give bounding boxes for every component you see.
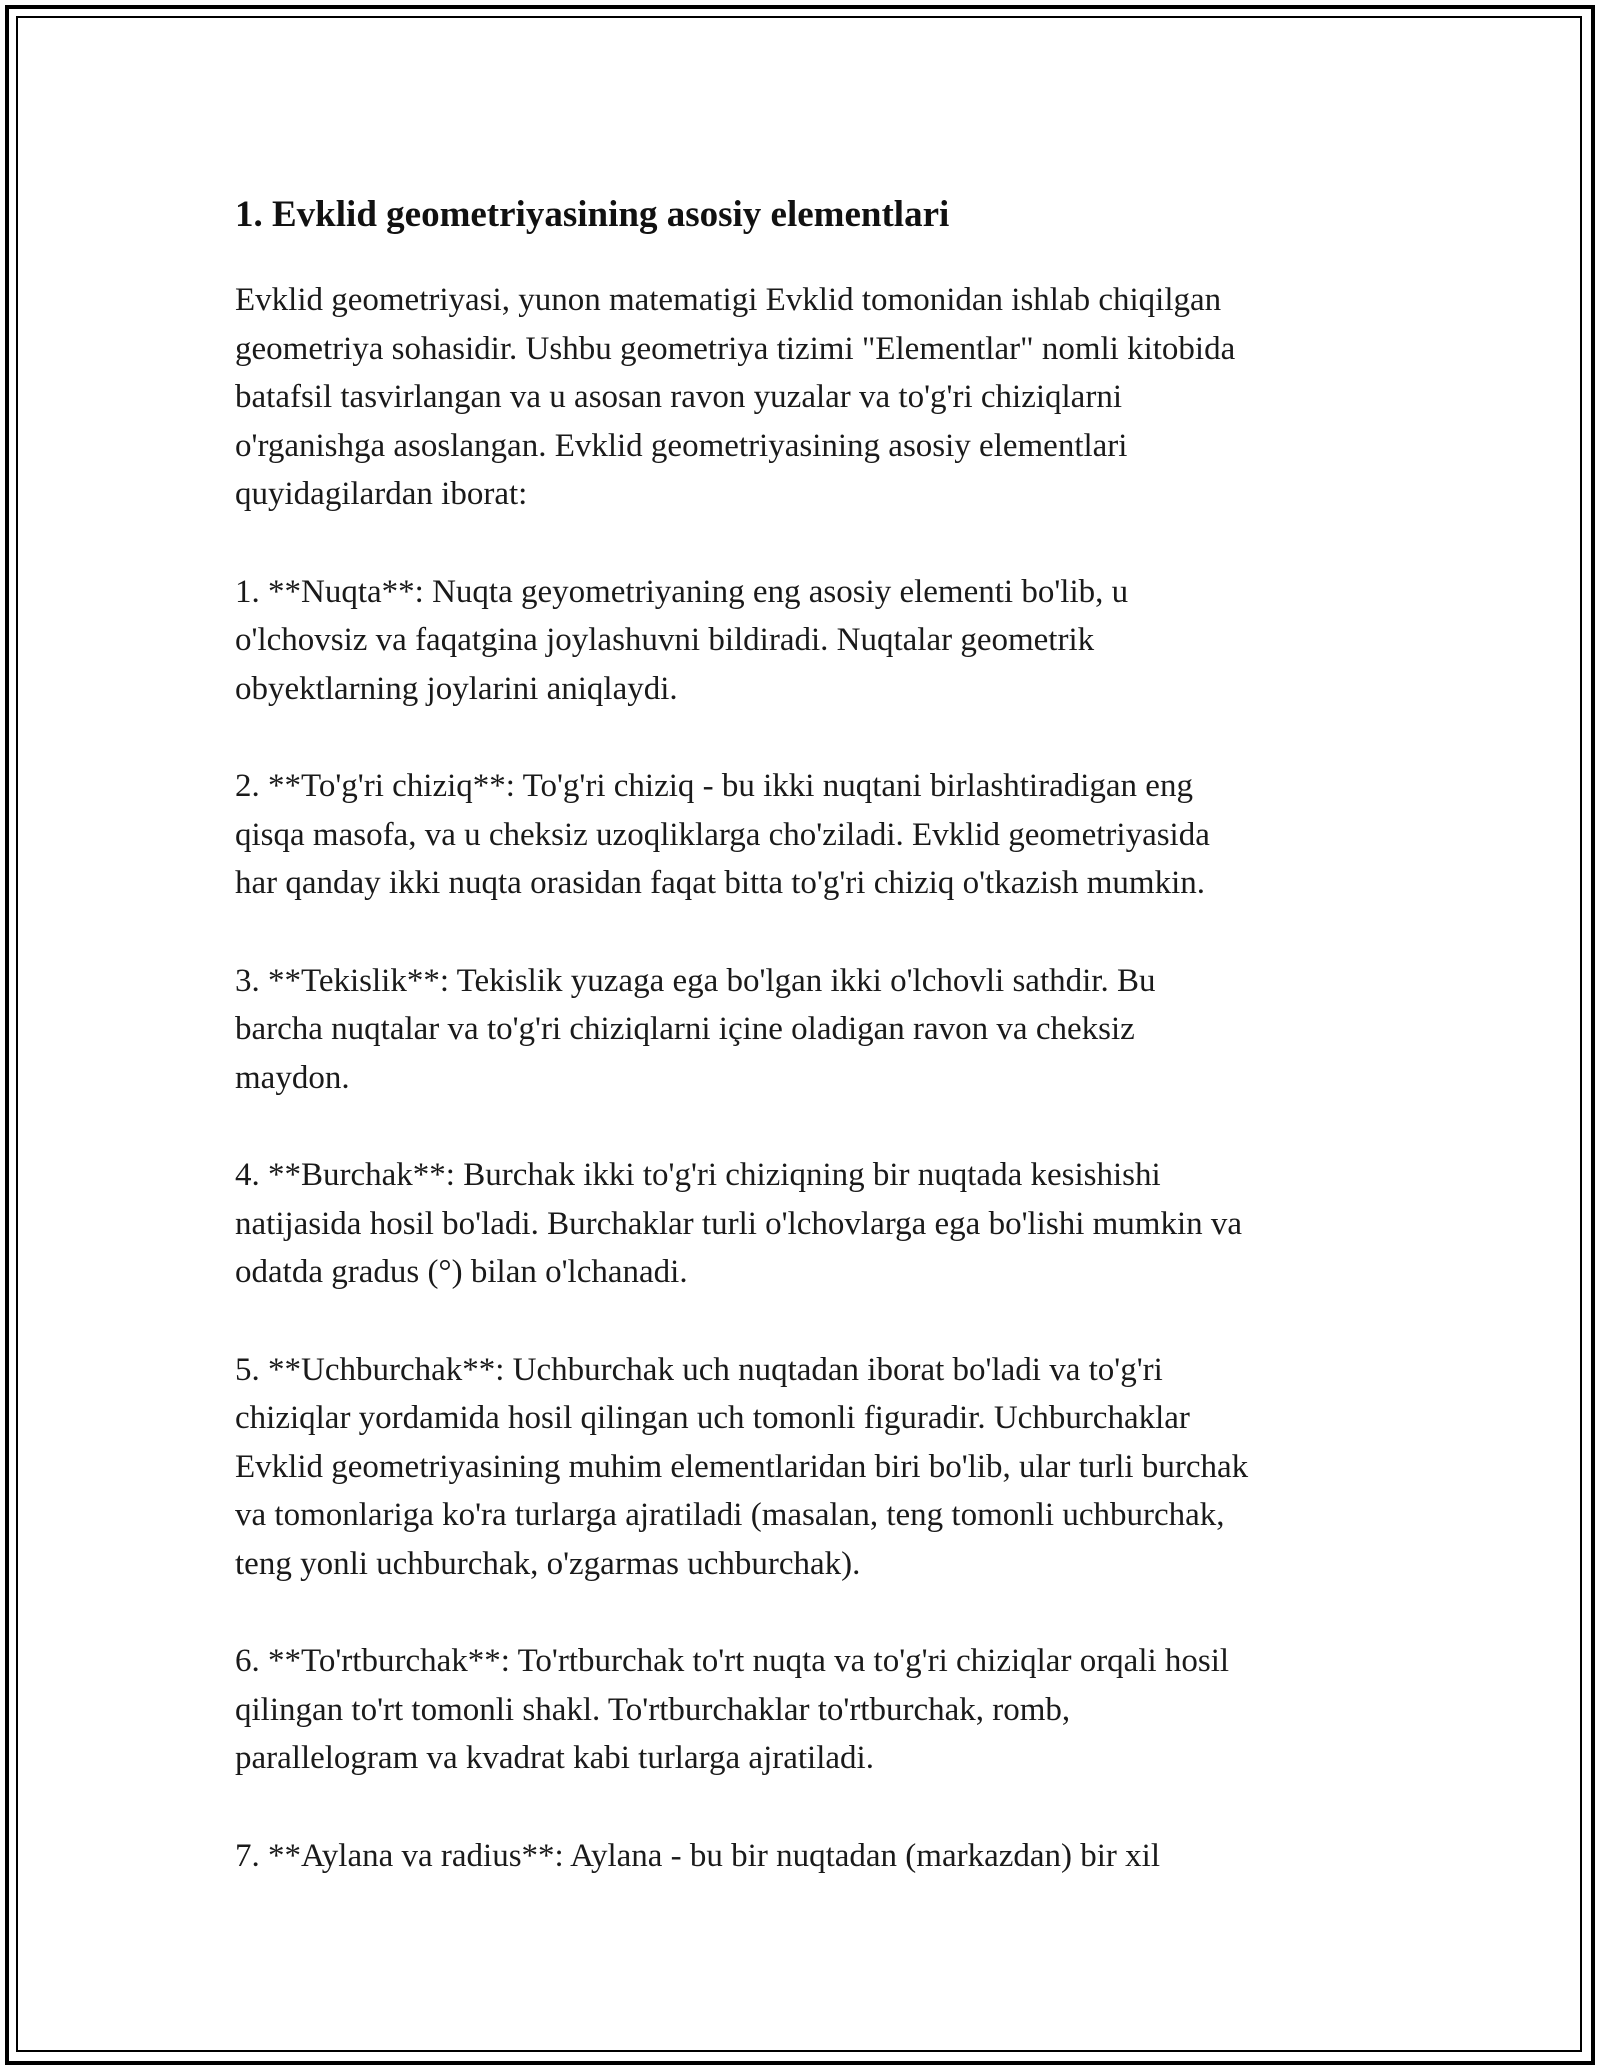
list-item-tekislik: 3. **Tekislik**: Tekislik yuzaga ega bo'lgan ikki o'lchovli sathdir. Bu barcha nuqtalar va to'g'ri chiziqlarni içine oladigan ravon va cheksiz maydon. <box>235 962 1156 1096</box>
document-title: 1. Evklid geometriyasining asosiy elementlari <box>235 194 950 235</box>
list-item-tortburchak: 6. **To'rtburchak**: To'rtburchak to'rt nuqta va to'g'ri chiziqlar orqali hosil qilingan to'rt tomonli shakl. To'rtburchaklar to'rtburchak, romb, parallelogram va kvadrat kabi turlarga ajratiladi. <box>235 1643 1230 1776</box>
list-item-aylana: 7. **Aylana va radius**: Aylana - bu bir nuqtadan (markazdan) bir xil <box>235 1837 1160 1874</box>
list-item-togri-chiziq: 2. **To'g'ri chiziq**: To'g'ri chiziq - bu ikki nuqtani birlashtiradigan eng qisqa masofa, va u cheksiz uzoqliklarga cho'ziladi. Evklid geometriyasida har qanday ikki nuqta orasidan faqat bitta to'g'ri chiziq o'tkazish mumkin. <box>235 768 1210 901</box>
document-body <box>235 180 1385 1929</box>
list-item-nuqta: 1. **Nuqta**: Nuqta geyometriyaning eng asosiy elementi bo'lib, u o'lchovsiz va faqatgina joylashuvni bildiradi. Nuqtalar geometrik obyektlarning joylarini aniqlaydi. <box>235 573 1129 707</box>
intro-paragraph: Evklid geometriyasi, yunon matematigi Evklid tomonidan ishlab chiqilgan geometriya sohasidir. Ushbu geometriya tizimi "Elementlar" nomli kitobida batafsil tasvirlangan va u asosan ravon yuzalar va to'g'ri chiziqlarni o'rganishga asoslangan. Evklid geometriyasining asosiy elementlari quyidagilardan iborat: <box>235 282 1236 512</box>
list-item-burchak: 4. **Burchak**: Burchak ikki to'g'ri chiziqning bir nuqtada kesishishi natijasida hosil bo'ladi. Burchaklar turli o'lchovlarga ega bo'lishi mumkin va odatda gradus (°) bilan o'lchanadi. <box>235 1157 1243 1290</box>
list-item-uchburchak: 5. **Uchburchak**: Uchburchak uch nuqtadan iborat bo'ladi va to'g'ri chiziqlar yordamida hosil qilingan uch tomonli figuradir. Uchburchaklar Evklid geometriyasining muhim elementlaridan biri bo'lib, ular turli burchak va tomonlariga ko'ra turlarga ajratiladi (masalan, teng tomonli uchburchak, teng yonli uchburchak, o'zgarmas uchburchak). <box>235 1351 1249 1582</box>
